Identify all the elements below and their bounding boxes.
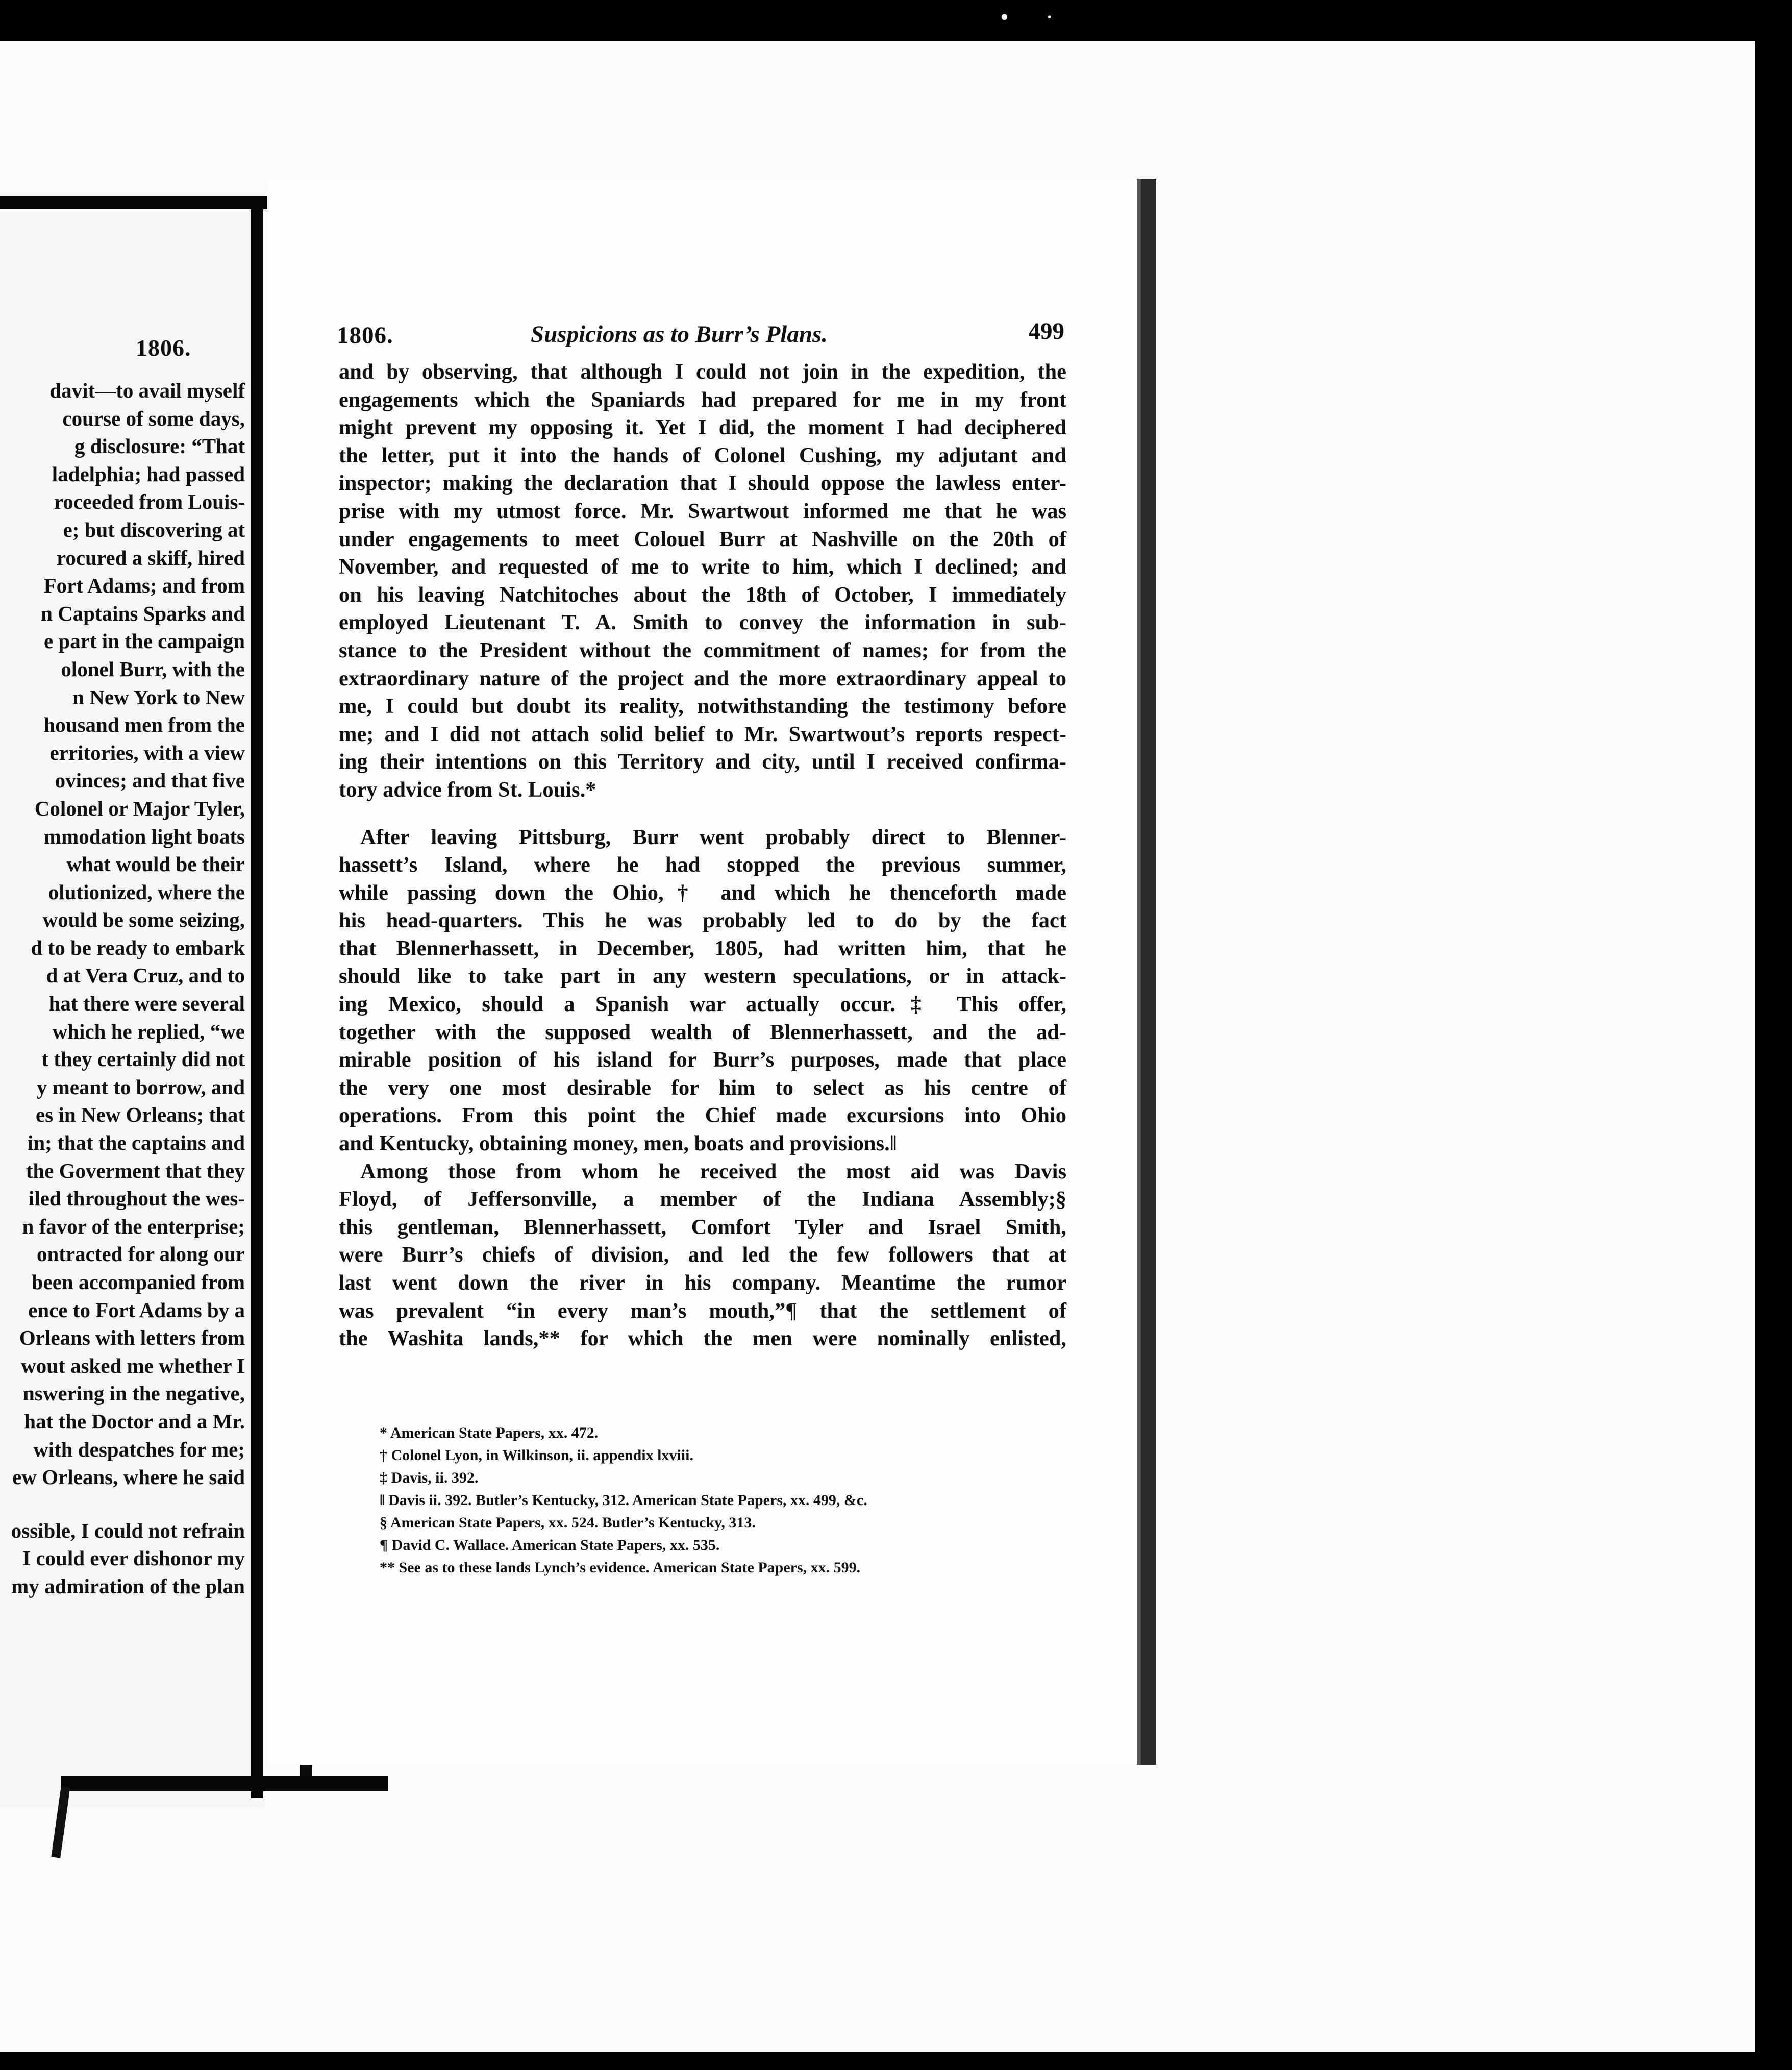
- body-line: on his leaving Natchitoches about the 18th of October, I immediately: [339, 582, 1066, 607]
- left-page-line: Fort Adams; and from: [43, 574, 245, 598]
- header-year: 1806.: [337, 322, 393, 349]
- body-line: After leaving Pittsburg, Burr went probably direct to Blenner-: [360, 825, 1066, 849]
- left-page-line: ovinces; and that five: [55, 769, 245, 793]
- body-line: was prevalent “in every man’s mouth,”¶ that the settlement of: [339, 1298, 1066, 1323]
- left-page-line: wout asked me whether I: [21, 1353, 245, 1377]
- left-page-line: olutionized, where the: [48, 880, 245, 904]
- scan-specks: • ·: [1000, 4, 1069, 31]
- footnote: ‖ Davis ii. 392. Butler’s Kentucky, 312. American State Papers, xx. 499, &c.: [380, 1492, 867, 1509]
- scan-bottom-edge: [0, 2052, 1792, 2070]
- body-line: me, I could but doubt its reality, notwithstanding the testimony before: [339, 694, 1066, 719]
- body-line: November, and requested of me to write to him, which I declined; and: [339, 555, 1066, 579]
- footnote: ** See as to these lands Lynch’s evidence. American State Papers, xx. 599.: [380, 1559, 861, 1576]
- body-line: last went down the river in his company. Meantime the rumor: [339, 1271, 1066, 1295]
- left-page-text: [0, 377, 245, 1600]
- body-line: prise with my utmost force. Mr. Swartwout informed me that he was: [339, 499, 1066, 523]
- body-line: together with the supposed wealth of Blennerhassett, and the ad-: [339, 1020, 1066, 1044]
- footnote: ‡ Davis, ii. 392.: [380, 1469, 479, 1486]
- body-line: the Washita lands,** for which the men were nominally enlisted,: [339, 1326, 1066, 1351]
- left-page-line: e; but discovering at: [63, 518, 245, 541]
- body-line: the very one most desirable for him to select as his centre of: [339, 1075, 1066, 1100]
- left-page-line: Orleans with letters from: [19, 1326, 245, 1350]
- left-page-line: d at Vera Cruz, and to: [46, 964, 245, 988]
- left-page-line: mmodation light boats: [43, 824, 245, 848]
- left-page-line: my admiration of the plan: [11, 1574, 245, 1598]
- body-line: might prevent my opposing it. Yet I did, the moment I had deciphered: [339, 415, 1066, 440]
- body-line: the letter, put it into the hands of Colonel Cushing, my adjutant and: [339, 443, 1066, 467]
- left-page-line: been accompanied from: [31, 1270, 245, 1294]
- paragraph-3: [339, 1158, 1066, 1353]
- body-line: me; and I did not attach solid belief to Mr. Swartwout’s reports respect-: [339, 722, 1066, 746]
- left-page: [0, 194, 265, 1807]
- running-title: Suspicions as to Burr’s Plans.: [531, 321, 828, 348]
- body-line: operations. From this point the Chief made excursions into Ohio: [339, 1103, 1066, 1128]
- body-line: under engagements to meet Colouel Burr at Nashville on the 20th of: [339, 527, 1066, 551]
- left-page-line: erritories, with a view: [49, 741, 245, 765]
- body-line: hassett’s Island, where he had stopped the previous summer,: [339, 853, 1066, 877]
- left-page-line: n favor of the enterprise;: [22, 1214, 245, 1238]
- left-page-line: t they certainly did not: [41, 1047, 245, 1071]
- paragraph-1: [339, 358, 1066, 804]
- left-page-line: in; that the captains and: [27, 1131, 245, 1155]
- scan-edge: [1766, 0, 1792, 2070]
- left-page-line: would be some seizing,: [42, 908, 245, 932]
- page-number: 499: [1028, 318, 1064, 344]
- left-page-line: ew Orleans, where he said: [12, 1465, 245, 1489]
- right-page: [267, 179, 1156, 1765]
- left-page-line: rocured a skiff, hired: [56, 546, 245, 570]
- left-page-line: ossible, I could not refrain: [11, 1518, 245, 1542]
- body-line: and Kentucky, obtaining money, men, boats and provisions.‖: [339, 1131, 897, 1156]
- left-page-line: course of some days,: [62, 406, 245, 430]
- left-page-line: the Goverment that they: [26, 1159, 245, 1182]
- left-page-line: davit—to avail myself: [49, 379, 245, 402]
- body-line: ing their intentions on this Territory and city, until I received confirma-: [339, 750, 1066, 774]
- book-spine: [251, 196, 263, 1798]
- left-page-line: d to be ready to embark: [31, 935, 245, 959]
- body-line: Among those from whom he received the most aid was Davis: [360, 1159, 1066, 1184]
- body-line: inspector; making the declaration that I should oppose the lawless enter-: [339, 471, 1066, 496]
- body-line: Floyd, of Jeffersonville, a member of the Indiana Assembly;§: [339, 1187, 1066, 1212]
- body-line: stance to the President without the commitment of names; for from the: [339, 638, 1066, 662]
- left-page-line: Colonel or Major Tyler,: [34, 796, 245, 820]
- body-line: that Blennerhassett, in December, 1805, had written him, that he: [339, 936, 1066, 960]
- page-header: [337, 318, 1064, 357]
- left-page-line: hat there were several: [48, 992, 245, 1016]
- left-page-year: 1806.: [136, 335, 191, 361]
- left-page-line: g disclosure: “That: [74, 434, 245, 458]
- body-line: this gentleman, Blennerhassett, Comfort Tyler and Israel Smith,: [339, 1215, 1066, 1239]
- left-page-line: y meant to borrow, and: [36, 1075, 245, 1099]
- binding-clip-bottom: [61, 1776, 388, 1791]
- body-line: while passing down the Ohio,† and which he thenceforth made: [339, 880, 1066, 905]
- body-line: extraordinary nature of the project and the more extraordinary appeal to: [339, 666, 1066, 691]
- left-page-line: nswering in the negative,: [22, 1382, 245, 1406]
- footnote: ¶ David C. Wallace. American State Papers, xx. 535.: [380, 1537, 720, 1554]
- left-page-line: n Captains Sparks and: [41, 601, 245, 625]
- left-page-line: what would be their: [66, 852, 245, 876]
- left-page-line: housand men from the: [43, 713, 245, 737]
- footnote: † Colonel Lyon, in Wilkinson, ii. appendix lxviii.: [380, 1447, 693, 1464]
- left-page-line: with despatches for me;: [33, 1437, 245, 1461]
- body-line: should like to take part in any western speculations, or in attack-: [339, 964, 1066, 989]
- body-line: his head-quarters. This he was probably led to do by the fact: [339, 908, 1066, 933]
- body-line: ing Mexico, should a Spanish war actually occur.‡ This offer,: [339, 992, 1066, 1017]
- body-line: mirable position of his island for Burr’s purposes, made that place: [339, 1048, 1066, 1072]
- body-line: employed Lieutenant T. A. Smith to convey the information in sub-: [339, 610, 1066, 635]
- footnotes: [380, 1422, 1043, 1579]
- left-page-line: ontracted for along our: [36, 1242, 245, 1266]
- body-line: tory advice from St. Louis.*: [339, 777, 596, 802]
- left-page-line: olonel Burr, with the: [61, 657, 245, 681]
- left-page-line: roceeded from Louis-: [54, 490, 245, 514]
- left-page-line: hat the Doctor and a Mr.: [24, 1409, 245, 1433]
- left-page-line: iled throughout the wes-: [28, 1187, 245, 1211]
- left-page-line: which he replied, “we: [52, 1019, 245, 1043]
- footnote: * American State Papers, xx. 472.: [380, 1424, 599, 1441]
- body-line: and by observing, that although I could not join in the expedition, the: [339, 360, 1066, 384]
- body-line: engagements which the Spaniards had prepared for me in my front: [339, 387, 1066, 412]
- paragraph-2: [339, 824, 1066, 1158]
- left-page-line: ladelphia; had passed: [52, 462, 245, 486]
- left-page-line: ence to Fort Adams by a: [28, 1298, 245, 1322]
- body-line: were Burr’s chiefs of division, and led the few followers that at: [339, 1243, 1066, 1267]
- left-page-line: es in New Orleans; that: [36, 1103, 245, 1127]
- left-page-line: n New York to New: [72, 685, 245, 709]
- body-text: [339, 358, 1066, 1353]
- left-page-line: I could ever dishonor my: [22, 1546, 245, 1570]
- left-page-line: e part in the campaign: [43, 629, 245, 653]
- footnote: § American State Papers, xx. 524. Butler’s Kentucky, 313.: [380, 1514, 756, 1531]
